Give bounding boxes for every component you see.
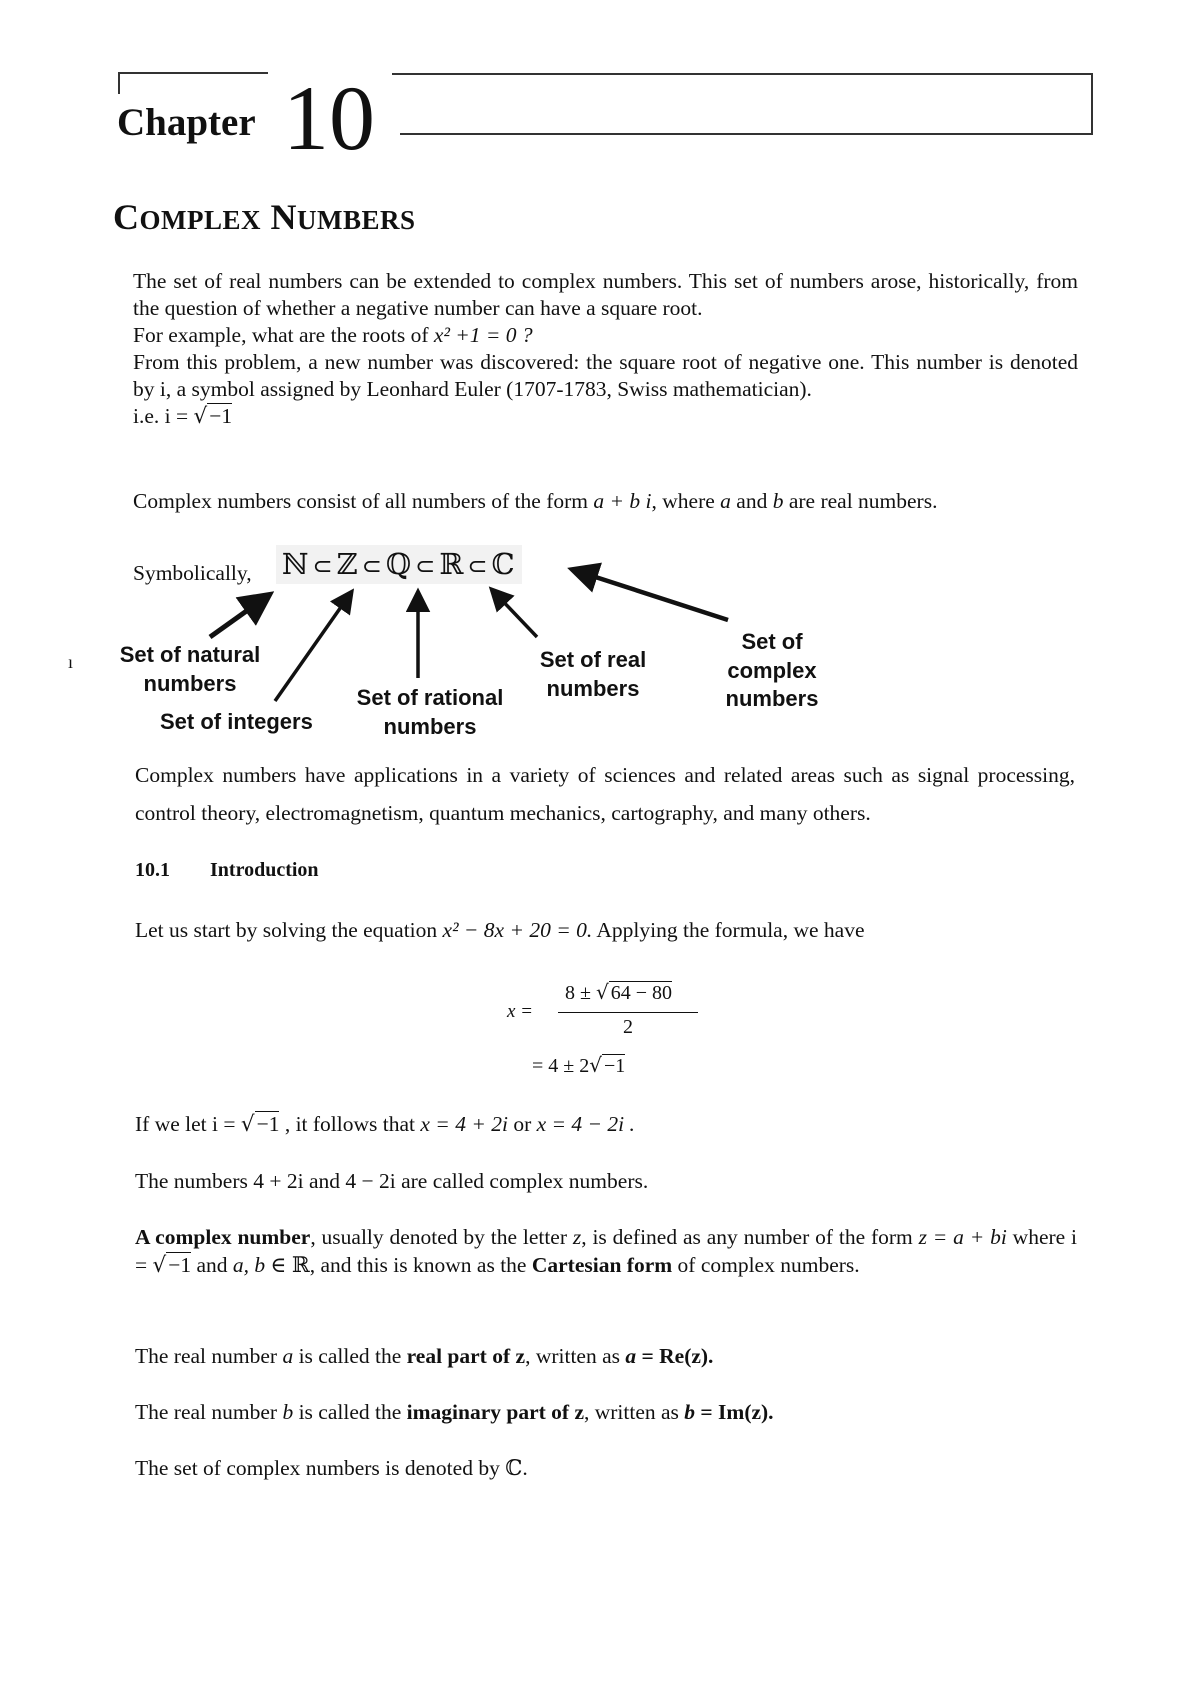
formula-lhs: x = [507,1001,534,1022]
formula-line-2: = 4 ± 2√ −1 [532,1053,626,1077]
let-i-sentence: If we let i = √−1 , it follows that x = 4 + 2i or x = 4 − 2i . [135,1112,635,1137]
symbolically-label: Symbolically, [133,561,252,585]
section-number: 10.1 [135,859,170,881]
stray-mark: ı [68,652,74,672]
label-real-numbers: Set of real numbers [539,647,647,701]
arrow-integers [275,597,348,701]
sqrt-sign: √ [589,1053,603,1077]
complex-set-symbol: ℂ [505,1456,523,1481]
sqrt-sign: √ [595,980,609,1004]
real-part-sentence: The real number a is called the real part of z, written as a = Re(z). [135,1344,714,1368]
intro-text-1: The set of real numbers can be extended to complex numbers. This set of numbers arose, historically, from the question of whether a negative number can have a square root. [133,269,1078,321]
set-c-sentence: The set of complex numbers is denoted by ℂ. [135,1456,528,1481]
intro-ie: i.e. i = √−1 [133,404,233,430]
set-chain: ℕ ⊂ ℤ ⊂ ℚ ⊂ ℝ ⊂ ℂ [276,545,522,584]
chapter-label: Chapter [117,101,256,144]
chapter-title: COMPLEX NUMBERS [113,197,416,237]
arrow-real [496,594,537,637]
intro-example: For example, what are the roots of x² +1 = 0 ? [133,323,533,348]
definition-paragraph: A complex number, usually denoted by the letter z, is defined as any number of the form z = a + bi where i = √−1 and a, b ∈ ℝ, and this is known as the Cartesian form of complex numbers. [135,1225,1078,1278]
imaginary-part-sentence: The real number b is called the imaginary part of z, written as b = Im(z). [135,1400,774,1424]
sqrt-sign: √ [152,1252,167,1278]
label-rational-numbers: Set of rational numbers [356,685,504,739]
arrow-natural [210,600,262,637]
intro-text-2: From this problem, a new number was discovered: the square root of negative one. This number is denoted by i, a symbol assigned by Leonhard Euler (1707-1783, Swiss mathematician). [133,350,1078,402]
label-complex-numbers: Set of complex numbers [725,629,819,712]
called-sentence: The numbers 4 + 2i and 4 − 2i are called complex numbers. [135,1169,649,1193]
sqrt-sign: √ [240,1112,255,1137]
example-equation: x² +1 = 0 ? [433,323,533,348]
chapter-number: 10 [283,67,375,169]
formula-denominator: 2 [623,1016,633,1038]
section-title: Introduction [210,859,319,881]
label-integers: Set of integers [160,709,313,734]
fraction-bar [558,1012,698,1013]
label-natural-numbers: Set of natural numbers [119,642,261,696]
sqrt-sign: √ [193,404,208,430]
arrow-complex [580,572,728,620]
solve-sentence: Let us start by solving the equation x² − 8x + 20 = 0. Applying the formula, we have [135,918,865,942]
form-sentence: Complex numbers consist of all numbers of the form a + b i, where a and b are real numbers. [133,489,938,513]
formula-numerator: 8 ± √ 64 − 80 [565,980,673,1004]
applications-paragraph: Complex numbers have applications in a variety of sciences and related areas such as signal processing, control theory, electromagnetism, quantum mechanics, cartography, and many others. [135,763,1075,825]
